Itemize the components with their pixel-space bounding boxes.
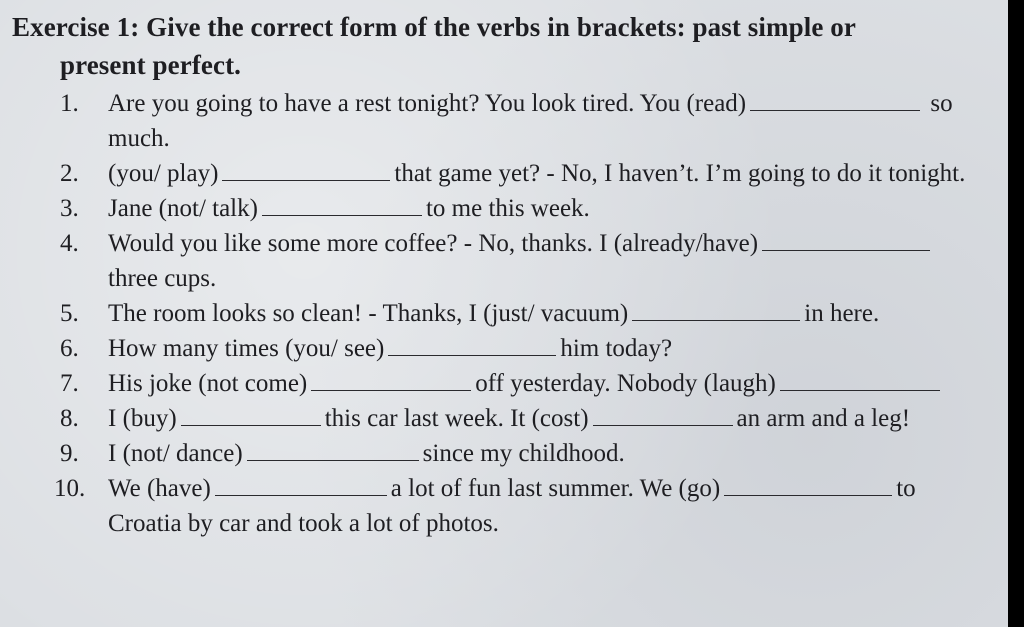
item-number: 1.	[60, 90, 79, 117]
item-text: off yesterday. Nobody (laugh)	[475, 370, 776, 397]
item-text: that game yet? - No, I haven’t. I’m going to do it tonight.	[394, 160, 966, 187]
exercise-item-2	[60, 156, 990, 191]
item-number: 7.	[60, 370, 79, 397]
exercise-title-line-2: present perfect.	[60, 50, 242, 80]
item-text: in here.	[804, 300, 880, 327]
photo-edge	[1008, 0, 1016, 627]
answer-blank[interactable]	[388, 333, 556, 356]
item-number: 9.	[60, 440, 79, 467]
item-text: him today?	[560, 335, 673, 362]
answer-blank[interactable]	[262, 193, 422, 216]
item-text: so much.	[108, 90, 953, 152]
item-number: 2.	[60, 160, 79, 187]
answer-blank[interactable]	[750, 88, 920, 111]
exercise-item-3	[60, 191, 990, 226]
exercise-item-10	[54, 471, 990, 541]
answer-blank[interactable]	[593, 403, 733, 426]
exercise-item-4	[60, 226, 990, 296]
answer-blank[interactable]	[762, 228, 930, 251]
answer-blank[interactable]	[181, 403, 321, 426]
item-text: since my childhood.	[422, 440, 625, 467]
item-text: (you/ play)	[108, 160, 219, 187]
answer-blank[interactable]	[632, 298, 800, 321]
answer-blank[interactable]	[247, 438, 419, 461]
exercise-list	[54, 86, 990, 541]
exercise-item-9	[60, 436, 990, 471]
item-number: 6.	[60, 335, 79, 362]
exercise-item-6	[60, 331, 990, 366]
answer-blank[interactable]	[215, 473, 387, 496]
item-text: I (not/ dance)	[108, 440, 243, 467]
item-text: to Croatia by car and took a lot of photos.	[108, 475, 916, 537]
item-text: a lot of fun last summer. We (go)	[390, 475, 721, 502]
item-text: We (have)	[108, 475, 211, 502]
answer-blank[interactable]	[724, 473, 892, 496]
exercise-item-1	[60, 86, 990, 156]
answer-blank[interactable]	[780, 368, 940, 391]
item-text: three cups.	[108, 265, 217, 292]
item-text: I (buy)	[108, 405, 177, 432]
exercise-title	[12, 8, 1002, 84]
item-number: 10.	[54, 475, 86, 502]
exercise-item-8	[60, 401, 990, 436]
item-text: The room looks so clean! - Thanks, I (just/ vacuum)	[108, 300, 629, 327]
exercise-title-line-1: Exercise 1: Give the correct form of the verbs in brackets: past simple or	[12, 12, 856, 42]
answer-blank[interactable]	[311, 368, 471, 391]
item-text: this car last week. It (cost)	[324, 405, 589, 432]
item-number: 8.	[60, 405, 79, 432]
item-text: to me this week.	[425, 195, 590, 222]
exercise-item-7	[60, 366, 990, 401]
item-text: Jane (not/ talk)	[108, 195, 258, 222]
exercise-item-5	[60, 296, 990, 331]
item-text: an arm and a leg!	[736, 405, 911, 432]
item-number: 4.	[60, 230, 79, 257]
item-text: His joke (not come)	[108, 370, 308, 397]
item-number: 3.	[60, 195, 79, 222]
item-text: Are you going to have a rest tonight? You look tired. You (read)	[108, 90, 747, 117]
item-text: How many times (you/ see)	[108, 335, 385, 362]
item-number: 5.	[60, 300, 79, 327]
answer-blank[interactable]	[222, 158, 390, 181]
item-text: Would you like some more coffee? - No, thanks. I (already/have)	[108, 230, 759, 257]
